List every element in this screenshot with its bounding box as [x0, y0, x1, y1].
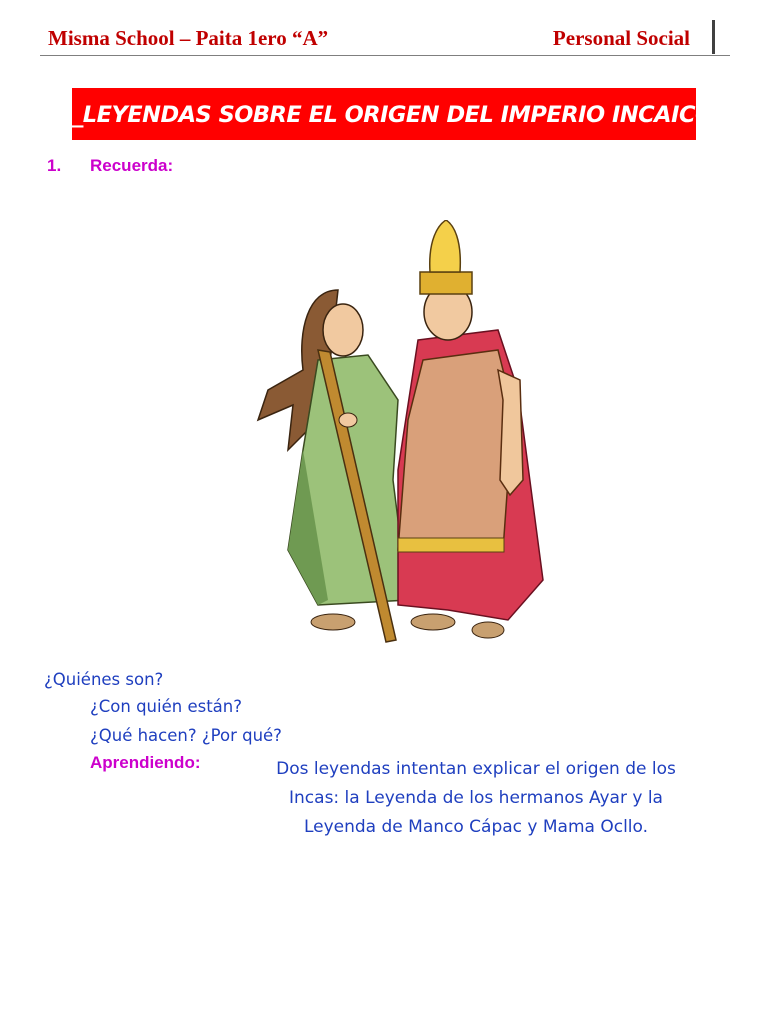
learning-text: Dos leyendas intentan explicar el origen de los Incas: la Leyenda de los hermanos Ayar y la Leyenda de Manco Cápac y Mama Ocllo. [276, 759, 676, 837]
section-label: Recuerda: [90, 156, 174, 175]
subject-name: Personal Social [552, 26, 690, 50]
school-name: Misma School – Paita 1ero “A” [48, 26, 329, 50]
header-divider [40, 55, 730, 56]
title-banner [72, 88, 725, 140]
learning-label: Aprendiendo: [90, 753, 201, 772]
page-title: _LEYENDAS SOBRE EL ORIGEN DEL IMPERIO INCAICO_ [72, 102, 725, 128]
question-who: ¿Quiénes son? [44, 670, 164, 689]
page-header [40, 22, 690, 56]
header-vertical-bar [712, 20, 715, 54]
inca-couple-illustration [248, 220, 558, 650]
section-number: 1. [47, 156, 62, 175]
question-what-why: ¿Qué hacen? ¿Por qué? [90, 726, 282, 745]
question-with-whom: ¿Con quién están? [90, 697, 242, 716]
